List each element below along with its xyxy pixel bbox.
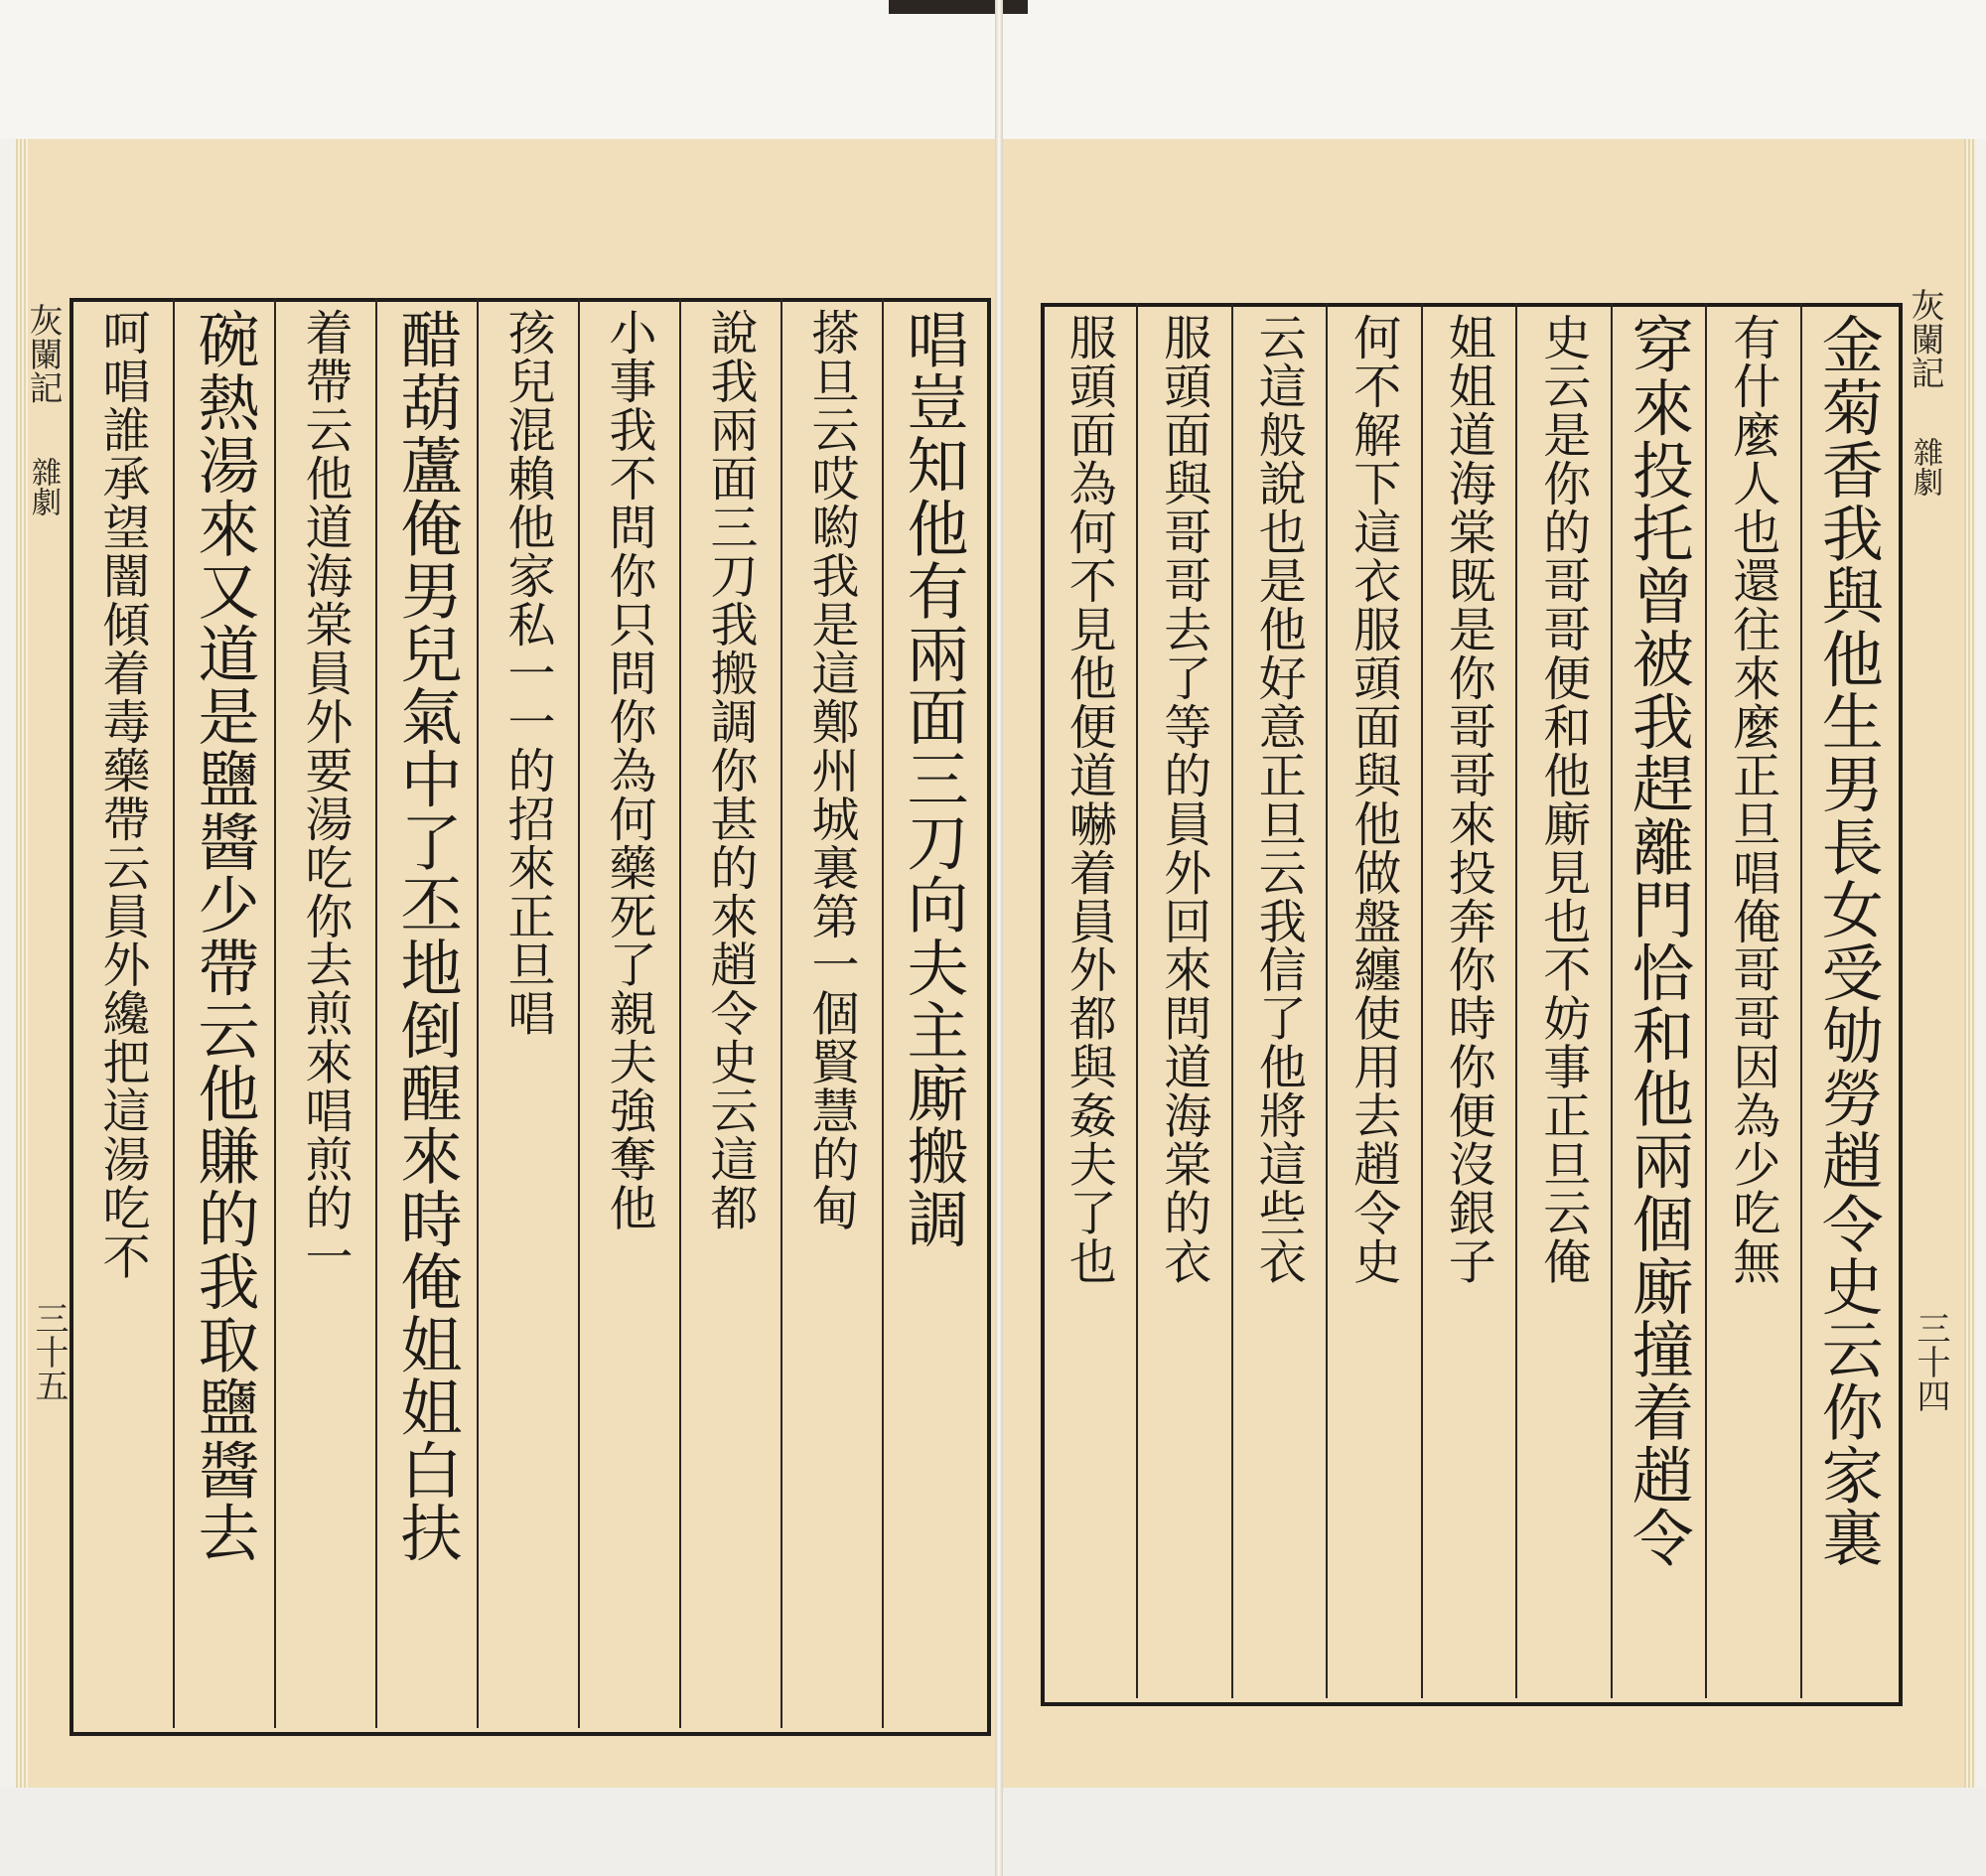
column-divider xyxy=(1515,303,1517,1698)
right-column-8: 服頭面與哥哥去了等的員外回來問道海棠的衣 xyxy=(1155,313,1211,1286)
left-column-3: 說我兩面三刀我搬調你甚的來趙令史云這都 xyxy=(702,308,758,1232)
left-column-8: 碗熱湯來又道是鹽醬少帶云他賺的我取鹽醬去 xyxy=(188,308,260,1564)
column-divider xyxy=(1326,303,1328,1698)
column-divider xyxy=(1611,303,1613,1698)
column-divider xyxy=(477,298,479,1728)
column-divider xyxy=(1705,303,1707,1698)
right-column-7: 云這般說也是他好意正旦云我信了他將這些衣 xyxy=(1250,313,1307,1286)
right-column-6: 何不解下這衣服頭面與他做盤纏使用去趙令史 xyxy=(1345,313,1401,1286)
spine-shadow xyxy=(889,0,1028,14)
left-column-7: 着帶云他道海棠員外要湯吃你去煎來唱煎的一 xyxy=(297,308,353,1281)
column-divider xyxy=(1800,303,1802,1698)
left-column-4: 小事我不問你只問你為何藥死了親夫強奪他 xyxy=(601,308,656,1232)
right-column-1: 金菊香我與他生男長女受劬勞趙令史云你家裏 xyxy=(1811,313,1885,1569)
bottom-margin xyxy=(0,1788,1986,1876)
top-margin xyxy=(0,0,1986,139)
right-page-label: 雜劇 xyxy=(1908,437,1942,497)
column-divider xyxy=(173,298,175,1728)
left-page-label: 雜劇 xyxy=(26,457,61,516)
right-page-edge xyxy=(1964,139,1976,1788)
right-page-heading: 灰闌記 xyxy=(1905,288,1944,389)
column-divider xyxy=(1136,303,1138,1698)
left-column-2: 搽旦云哎喲我是這鄭州城裏第一個賢慧的甸 xyxy=(803,308,859,1232)
column-divider xyxy=(578,298,580,1728)
left-page-number: 三十五 xyxy=(29,1301,69,1402)
column-divider xyxy=(679,298,681,1728)
column-divider xyxy=(780,298,782,1728)
column-divider xyxy=(882,298,884,1728)
book-gutter xyxy=(995,0,1003,1876)
column-divider xyxy=(375,298,377,1728)
left-page-heading: 灰闌記 xyxy=(23,303,63,404)
right-column-3: 穿來投托曾被我趕離門恰和他兩個廝撞着趙令 xyxy=(1622,313,1695,1569)
left-column-1: 唱豈知他有兩面三刀向夫主廝搬調 xyxy=(897,308,969,1250)
right-column-9: 服頭面為何不見他便道嚇着員外都與姦夫了也 xyxy=(1061,313,1117,1286)
column-divider xyxy=(274,298,276,1728)
left-column-6: 醋葫蘆俺男兒氣中了丕地倒醒來時俺姐姐白扶 xyxy=(390,308,463,1564)
right-column-2: 有什麼人也還往來麼正旦唱俺哥哥因為少吃無 xyxy=(1724,313,1780,1286)
right-page-number: 三十四 xyxy=(1911,1311,1950,1412)
left-column-5: 孩兒混賴他家私一一的招來正旦唱 xyxy=(499,308,555,1038)
left-column-9: 呵唱誰承望闇傾着毒藥帶云員外纔把這湯吃不 xyxy=(94,308,150,1281)
column-divider xyxy=(1231,303,1233,1698)
column-divider xyxy=(1421,303,1423,1698)
right-column-5: 姐姐道海棠既是你哥哥來投奔你時你便沒銀子 xyxy=(1440,313,1496,1286)
right-column-4: 史云是你的哥哥便和他廝見也不妨事正旦云俺 xyxy=(1534,313,1591,1286)
